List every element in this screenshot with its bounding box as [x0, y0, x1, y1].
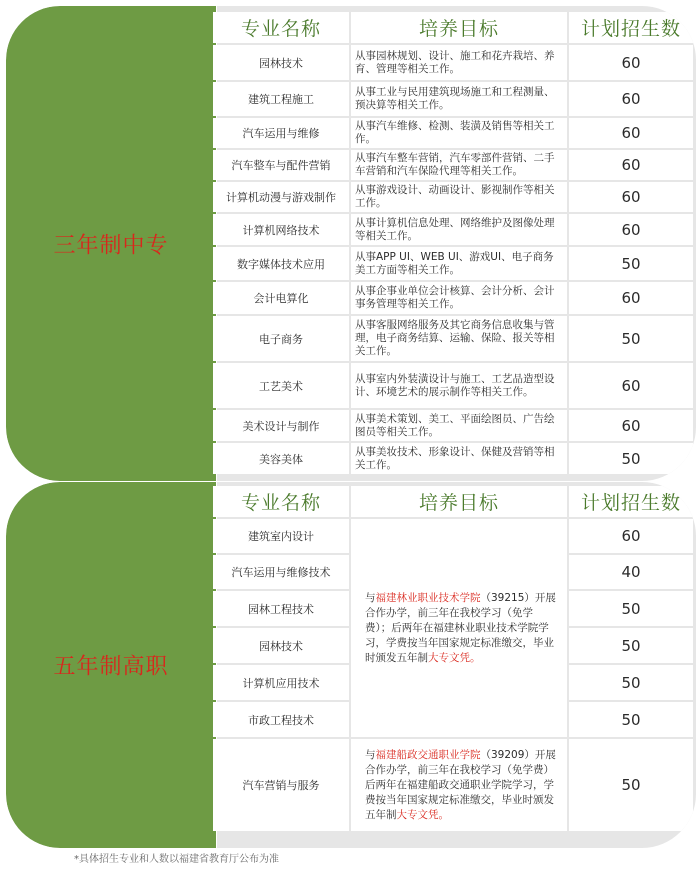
table-row — [213, 410, 693, 441]
table-row — [213, 519, 693, 553]
section-side-band — [6, 482, 217, 848]
header-plan: 计划招生数 — [569, 12, 693, 43]
goal-text: 从事企事业单位会计核算、会计分析、会计事务管理等相关工作。 — [351, 282, 567, 314]
plan-count: 50 — [569, 665, 693, 700]
goal-text: 从事计算机信息处理、网络维护及图像处理等相关工作。 — [351, 214, 567, 245]
plan-count: 50 — [569, 443, 693, 474]
plan-count: 60 — [569, 82, 693, 116]
plan-count: 50 — [569, 702, 693, 737]
coop-text: （39209）开展合作办学，前三年在我校学习（免学费）后两年在福建船政交通职业学院学习，学费按当年国家规定标准缴交，毕业时颁发五年制 — [365, 748, 556, 821]
plan-count: 50 — [569, 739, 693, 831]
coop-description-maritime — [351, 739, 567, 831]
coop-prefix: 与 — [365, 591, 376, 604]
coop-certificate: 大专文凭。 — [396, 808, 449, 821]
goal-text: 从事汽车整车营销，汽车零部件营销、二手车营销和汽车保险代理等相关工作。 — [351, 150, 567, 180]
header-goal: 培养目标 — [351, 486, 567, 517]
header-plan: 计划招生数 — [569, 486, 693, 517]
header-goal: 培养目标 — [351, 12, 567, 43]
table-row — [213, 739, 693, 831]
major-name: 园林工程技术 — [213, 591, 349, 626]
section-label: 五年制高职 — [53, 654, 169, 680]
major-name: 数字媒体技术应用 — [213, 247, 349, 280]
header-major: 专业名称 — [213, 486, 349, 517]
major-name: 建筑室内设计 — [213, 519, 349, 553]
major-name: 汽车整车与配件营销 — [213, 150, 349, 180]
major-name: 园林技术 — [213, 628, 349, 663]
plan-count: 60 — [569, 410, 693, 441]
plan-count: 60 — [569, 282, 693, 314]
table-row — [213, 45, 693, 80]
three-year-table — [211, 10, 695, 476]
coop-prefix: 与 — [365, 748, 376, 761]
coop-certificate: 大专文凭。 — [428, 651, 481, 664]
major-name: 汽车运用与维修 — [213, 118, 349, 148]
table-row — [213, 282, 693, 314]
goal-text: 从事汽车维修、检测、装潢及销售等相关工作。 — [351, 118, 567, 148]
table-row — [213, 182, 693, 212]
major-name: 汽车营销与服务 — [213, 739, 349, 831]
partner-school: 福建船政交通职业学院 — [375, 748, 481, 761]
table-row — [213, 247, 693, 280]
partner-school: 福建林业职业技术学院 — [375, 591, 481, 604]
major-name: 工艺美术 — [213, 363, 349, 408]
section-three-year — [6, 6, 696, 481]
section-label: 三年制中专 — [53, 233, 169, 258]
footnote: *具体招生专业和人数以福建省教育厅公布为准 — [74, 854, 279, 865]
goal-text: 从事美妆技术、形象设计、保健及营销等相关工作。 — [351, 443, 567, 474]
plan-count: 60 — [569, 45, 693, 80]
goal-text: 从事客服网络服务及其它商务信息收集与管理，电子商务结算、运输、保险、报关等相关工作。 — [351, 316, 567, 361]
coop-text: （39215）开展合作办学，前三年在我校学习（免学费）；后两年在福建林业职业技术学院学习，学费按当年国家规定标准缴交，毕业时颁发五年制 — [365, 591, 556, 664]
major-name: 市政工程技术 — [213, 702, 349, 737]
plan-count: 50 — [569, 247, 693, 280]
plan-count: 60 — [569, 182, 693, 212]
goal-text: 从事园林规划、设计、施工和花卉栽培、养育、管理等相关工作。 — [351, 45, 567, 80]
plan-count: 50 — [569, 591, 693, 626]
major-name: 计算机应用技术 — [213, 665, 349, 700]
goal-text: 从事工业与民用建筑现场施工和工程测量、预决算等相关工作。 — [351, 82, 567, 116]
table-row — [213, 316, 693, 361]
goal-text: 从事室内外装潢设计与施工、工艺品造型设计、环境艺术的展示制作等相关工作。 — [351, 363, 567, 408]
plan-count: 60 — [569, 150, 693, 180]
plan-count: 60 — [569, 214, 693, 245]
goal-text: 从事游戏设计、动画设计、影视制作等相关工作。 — [351, 182, 567, 212]
header-major: 专业名称 — [213, 12, 349, 43]
major-name: 美容美体 — [213, 443, 349, 474]
section-five-year — [6, 482, 696, 848]
major-name: 建筑工程施工 — [213, 82, 349, 116]
plan-count: 50 — [569, 316, 693, 361]
table-row — [213, 214, 693, 245]
five-year-table — [211, 484, 695, 833]
table-row — [213, 82, 693, 116]
plan-count: 40 — [569, 555, 693, 589]
table-header-row — [213, 486, 693, 517]
goal-text: 从事APP UI、WEB UI、游戏UI、电子商务美工方面等相关工作。 — [351, 247, 567, 280]
table-row — [213, 443, 693, 474]
major-name: 汽车运用与维修技术 — [213, 555, 349, 589]
section-side-band — [6, 6, 217, 481]
plan-count: 60 — [569, 519, 693, 553]
coop-description-forestry — [351, 519, 567, 737]
table-header-row — [213, 12, 693, 43]
major-name: 计算机网络技术 — [213, 214, 349, 245]
plan-count: 50 — [569, 628, 693, 663]
major-name: 会计电算化 — [213, 282, 349, 314]
major-name: 园林技术 — [213, 45, 349, 80]
goal-text: 从事美术策划、美工、平面绘图员、广告绘图员等相关工作。 — [351, 410, 567, 441]
major-name: 电子商务 — [213, 316, 349, 361]
plan-count: 60 — [569, 363, 693, 408]
table-row — [213, 150, 693, 180]
plan-count: 60 — [569, 118, 693, 148]
table-row — [213, 363, 693, 408]
major-name: 计算机动漫与游戏制作 — [213, 182, 349, 212]
table-row — [213, 118, 693, 148]
major-name: 美术设计与制作 — [213, 410, 349, 441]
